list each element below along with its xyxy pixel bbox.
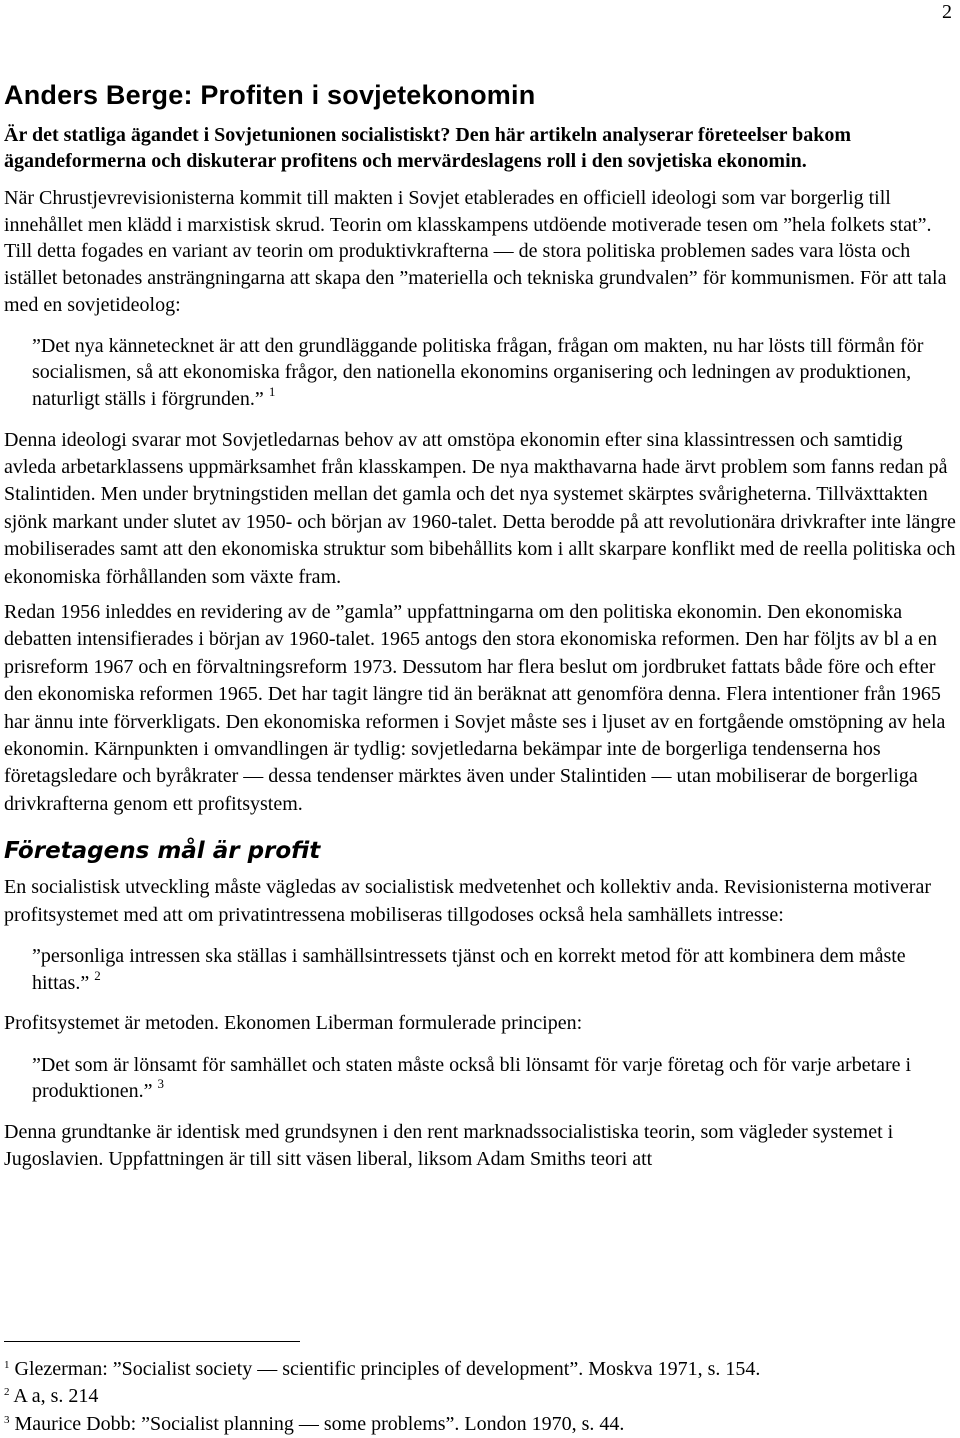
footnote-text: Maurice Dobb: ”Socialist planning — some problems”. London 1970, s. 44. <box>14 1412 625 1435</box>
footnote-divider <box>4 1341 300 1342</box>
footnotes <box>4 1356 956 1438</box>
paragraph-profit-system: Profitsystemet är metoden. Ekonomen Liberman formulerade principen: <box>4 1012 583 1035</box>
section-heading: Företagens mål är profit <box>4 838 321 865</box>
intro-paragraph: När Chrustjevrevisionisterna kommit till makten i Sovjet etablerades en officiell ideologi som var borgerlig till innehållet men klädd i marxistisk skrud. Teorin om klasskampens utdöende motiverade tesen om ”hela folkets stat”. Till detta fogades en variant av teorin om produktivkrafterna — de stora politiska problemen sades vara lösta och istället betonades ansträngningarna att skapa den ”materiella och tekniska grundvalen” för kommunismen. För att tala med en sovjetideolog: <box>4 186 947 316</box>
quote-3 <box>32 1052 956 1105</box>
footnote-2 <box>4 1383 956 1410</box>
quote-2 <box>32 943 956 996</box>
paragraph-market-socialism: Denna grundtanke är identisk med grundsynen i den rent marknadssocialistiska teorin, som vägleder systemet i Jugoslavien. Uppfattningen är till sitt väsen liberal, liksom Adam Smiths teori att <box>4 1120 894 1171</box>
footnote-3 <box>4 1411 956 1438</box>
footnote-number: 2 <box>4 1386 10 1399</box>
article-body <box>4 78 956 1182</box>
footnote-1 <box>4 1356 956 1383</box>
footnote-ref-3[interactable]: 3 <box>157 1076 165 1092</box>
footnote-text: Glezerman: ”Socialist society — scientific principles of development”. Moskva 1971, s. 154. <box>14 1358 761 1380</box>
paragraph-ideology: Denna ideologi svarar mot Sovjetledarnas behov av att omstöpa ekonomin efter sina klassintressen och samtidig avleda arbetarklassens uppmärksamhet från klasskampen. De nya makthavarna hade ärvt problem som fanns redan på Stalintiden. Men under brytningstiden mellan det gamla och det nya systemet skärptes svårigheterna. Tillväxttakten sjönk markant under slutet av 1950- och början av 1960-talet. Detta berodde på att revolutionära drivkrafter inte längre mobiliserades samt att den ekonomiska struktur som bibehållits kom i allt skarpare konflikt med de reella politiska och ekonomiska förhållanden som växte fram. <box>4 428 956 588</box>
quote-1-text: ”Det nya kännetecknet är att den grundläggande politiska frågan, frågan om makten, nu har lösts till förmån för socialismen, så att ekonomiska frågor, den nationella ekonomins organisering och ledningen av produktionen, naturligt ställs i förgrunden.” <box>32 334 924 410</box>
paragraph-socialist-development: En socialistisk utveckling måste vägledas av socialistisk medvetenhet och kollektiv anda. Revisionisterna motiverar profitsystemet med att om privatintressena mobiliseras tillgodoses också hela samhällets intresse: <box>4 876 931 926</box>
article-title: Anders Berge: Profiten i sovjetekonomin <box>4 80 536 110</box>
quote-2-text: ”personliga intressen ska ställas i samhällsintressets tjänst och en korrekt metod för att kombinera dem måste hittas.” <box>32 945 906 994</box>
footnote-number: 1 <box>4 1359 10 1371</box>
footnote-text: A a, s. 214 <box>13 1385 99 1408</box>
quote-3-text: ”Det som är lönsamt för samhället och staten måste också bli lönsamt för varje företag och för varje arbetare i produktionen.” <box>32 1053 912 1103</box>
footnote-ref-1[interactable]: 1 <box>268 383 276 399</box>
footnote-ref-2[interactable]: 2 <box>94 967 101 983</box>
article-lead: Är det statliga ägandet i Sovjetunionen socialistiskt? Den här artikeln analyserar företeelser bakom ägandeformerna och diskuterar profitens och mervärdeslagens roll i den sovjetiska ekonomin. <box>4 124 852 173</box>
page-number: 2 <box>942 1 952 23</box>
quote-1 <box>32 333 956 413</box>
paragraph-reform: Redan 1956 inleddes en revidering av de ”gamla” uppfattningarna om den politiska ekonomin. Den ekonomiska debatten intensifierades i början av 1960-talet. 1965 antogs den stora ekonomiska reformen. Den har följts av bl a en prisreform 1967 och en förvaltningsreform 1973. Dessutom har flera beslut om jordbruket fattats både före och efter den ekonomiska reformen 1965. Det har tagit längre tid än beräknat att genomföra denna. Flera intentioner från 1965 har ännu inte förverkligats. Den ekonomiska reformen i Sovjet måste ses i ljuset av en fortgående omstöpning av hela ekonomin. Kärnpunkten i omvandlingen är tydlig: sovjetledarna bekämpar inte de borgerliga tendenserna hos företagsledare och byråkrater — dessa tendenser märktes även under Stalintiden — utan mobiliserar de borgerliga drivkrafterna genom ett profitsystem. <box>4 601 946 815</box>
footnote-number: 3 <box>4 1413 10 1426</box>
